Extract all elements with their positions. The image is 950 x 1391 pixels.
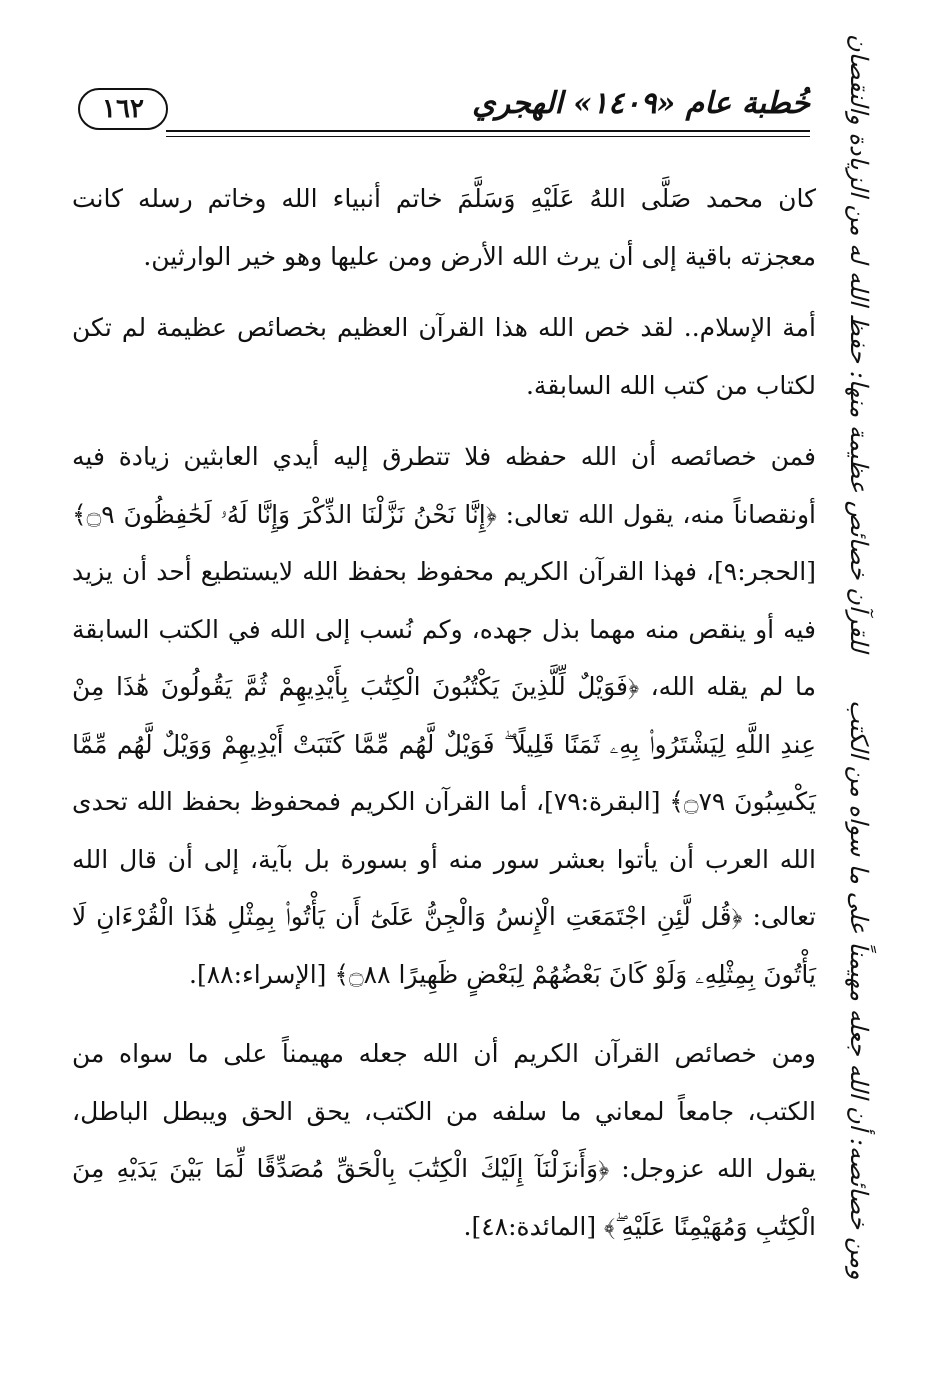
header-rule bbox=[166, 130, 810, 132]
margin-note-1: للقرآن خصائص عظيمة منها: حفظ الله له من الزيادة والنقصان bbox=[845, 33, 873, 652]
page-header bbox=[70, 78, 810, 140]
paragraph-4: ومن خصائص القرآن الكريم أن الله جعله مهيمناً على ما سواه من الكتب، جامعاً لمعاني ما سلفه من الكتب، يحق الحق ويبطل الباطل، يقول الله عزوجل: ﴿وَأَنزَلْنَآ إِلَيْكَ الْكِتَٰبَ بِالْحَقِّ مُصَدِّقًا لِّمَا بَيْنَ يَدَيْهِ مِنَ الْكِتَٰبِ وَمُهَيْمِنًا عَلَيْهِ ۖ﴾ [المائدة:٤٨]. bbox=[72, 1039, 816, 1241]
running-title: خُطبة عام «١٤٠٩» الهجري bbox=[472, 86, 810, 121]
paragraph-2: أمة الإسلام.. لقد خص الله هذا القرآن العظيم بخصائص عظيمة لم تكن لكتاب من كتب الله السابقة. bbox=[72, 313, 816, 400]
margin-note-2: ومن خصائصه: أن الله جعله مهيمناً على ما سواه من الكتب bbox=[845, 700, 873, 1280]
header-rule-thin bbox=[166, 136, 810, 137]
body-text bbox=[72, 170, 816, 1255]
paragraph-3: فمن خصائصه أن الله حفظه فلا تتطرق إليه أيدي العابثين زيادة فيه أونقصاناً منه، يقول الله تعالى: ﴿إِنَّا نَحْنُ نَزَّلْنَا الذِّكْرَ وَإِنَّا لَهُۥ لَحَٰفِظُونَ ۝٩﴾ [الحجر:٩]، فهذا القرآن الكريم محفوظ بحفظ الله لايستطيع أحد أن يزيد فيه أو ينقص منه مهما بذل جهده، وكم نُسب إلى الله في الكتب السابقة ما لم يقله الله، ﴿فَوَيْلٌ لِّلَّذِينَ يَكْتُبُونَ الْكِتَٰبَ بِأَيْدِيهِمْ ثُمَّ يَقُولُونَ هَٰذَا مِنْ عِندِ اللَّهِ لِيَشْتَرُوا۟ بِهِۦ ثَمَنًا قَلِيلًا ۖ فَوَيْلٌ لَّهُم مِّمَّا كَتَبَتْ أَيْدِيهِمْ وَوَيْلٌ لَّهُم مِّمَّا يَكْسِبُونَ ۝٧٩﴾ [البقرة:٧٩]، أما القرآن الكريم فمحفوظ بحفظ الله تحدى الله العرب أن يأتوا بعشر سور منه أو بسورة بل بآية، إلى أن قال الله تعالى: ﴿قُل لَّئِنِ اجْتَمَعَتِ الْإِنسُ وَالْجِنُّ عَلَىٰٓ أَن يَأْتُوا۟ بِمِثْلِ هَٰذَا الْقُرْءَانِ لَا يَأْتُونَ بِمِثْلِهِۦ وَلَوْ كَانَ بَعْضُهُمْ لِبَعْضٍ ظَهِيرًا ۝٨٨﴾ [الإسراء:٨٨]. bbox=[72, 442, 816, 989]
page-number: ١٦٢ bbox=[78, 88, 168, 130]
paragraph-1: كان محمد صَلَّى اللهُ عَلَيْهِ وَسَلَّمَ خاتم أنبياء الله وخاتم رسله كانت معجزته باقية إلى أن يرث الله الأرض ومن عليها وهو خير الوارثين. bbox=[72, 184, 816, 271]
